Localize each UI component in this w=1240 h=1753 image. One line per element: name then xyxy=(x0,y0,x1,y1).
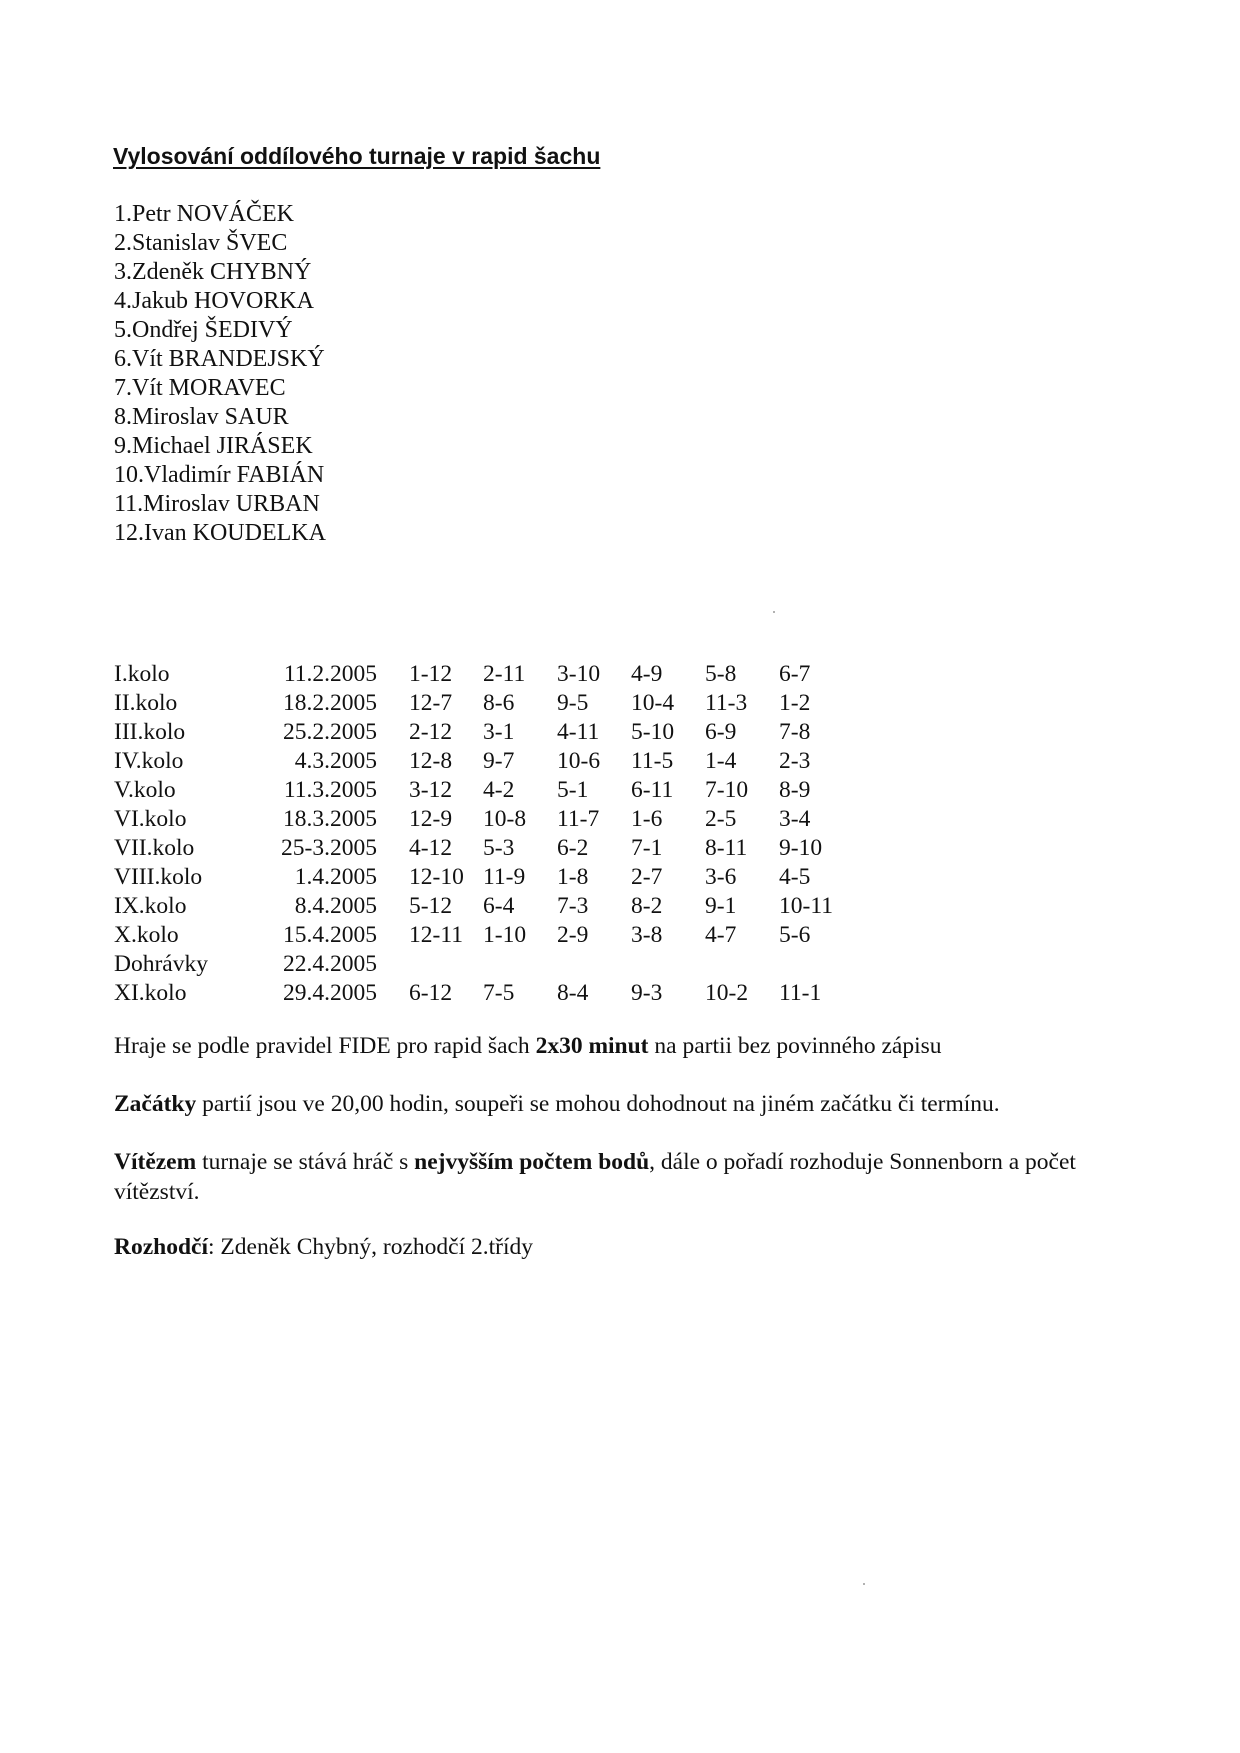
pairing-cell: 9-5 xyxy=(557,690,589,716)
player-item: 3.Zdeněk CHYBNÝ xyxy=(114,259,312,285)
round-date: 25.2.2005 xyxy=(283,719,377,745)
pairing-cell: 12-11 xyxy=(409,922,463,948)
round-name: X.kolo xyxy=(114,922,179,948)
round-date: 15.4.2005 xyxy=(283,922,377,948)
pairing-cell: 7-8 xyxy=(779,719,811,745)
pairing-cell: 8-4 xyxy=(557,980,589,1006)
pairing-cell: 8-9 xyxy=(779,777,811,803)
pairing-cell: 5-12 xyxy=(409,893,453,919)
player-item: 11.Miroslav URBAN xyxy=(114,491,320,517)
pairing-cell: 7-5 xyxy=(483,980,515,1006)
pairing-cell: 12-9 xyxy=(409,806,453,832)
pairing-cell: 9-3 xyxy=(631,980,663,1006)
arbiter-label: Rozhodčí xyxy=(114,1234,208,1260)
round-date: 1.4.2005 xyxy=(294,864,377,890)
winner-label: Vítězem xyxy=(114,1149,197,1175)
pairing-cell xyxy=(557,950,631,979)
schedule-row xyxy=(114,776,853,805)
pairing-cell: 2-11 xyxy=(483,661,526,687)
rules-paragraph-format xyxy=(114,1031,1114,1061)
player-item: 5.Ondřej ŠEDIVÝ xyxy=(114,317,293,343)
document-title: Vylosování oddílového turnaje v rapid šachu xyxy=(113,143,601,169)
schedule-row xyxy=(114,805,853,834)
round-name: VIII.kolo xyxy=(114,864,203,890)
pairing-cell: 12-7 xyxy=(409,690,453,716)
pairing-cell: 4-12 xyxy=(409,835,453,861)
player-item: 2.Stanislav ŠVEC xyxy=(114,230,288,256)
pairing-cell: 4-5 xyxy=(779,864,811,890)
format-time-control: 2x30 minut xyxy=(535,1033,649,1059)
player-item: 6.Vít BRANDEJSKÝ xyxy=(114,346,325,372)
round-date: 11.3.2005 xyxy=(283,777,377,803)
pairing-cell: 9-7 xyxy=(483,748,515,774)
pairing-cell: 3-4 xyxy=(779,806,811,832)
pairing-cell xyxy=(483,950,557,979)
pairing-cell: 1-2 xyxy=(779,690,811,716)
pairing-cell: 6-7 xyxy=(779,661,811,687)
schedule-row xyxy=(114,660,853,689)
round-name: VII.kolo xyxy=(114,835,195,861)
format-text: Hraje se podle pravidel FIDE pro rapid šach xyxy=(114,1033,536,1059)
schedule-body xyxy=(114,660,853,1008)
pairing-cell: 4-7 xyxy=(705,922,737,948)
pairing-cell xyxy=(409,950,483,979)
schedule-row xyxy=(114,747,853,776)
pairing-cell: 2-7 xyxy=(631,864,663,890)
round-name: Dohrávky xyxy=(114,951,208,977)
round-date: 18.3.2005 xyxy=(283,806,377,832)
pairing-cell: 9-10 xyxy=(779,835,823,861)
schedule-row xyxy=(114,921,853,950)
pairing-cell: 3-12 xyxy=(409,777,453,803)
pairing-cell: 5-1 xyxy=(557,777,589,803)
pairing-cell: 11-1 xyxy=(779,980,822,1006)
player-item: 12.Ivan KOUDELKA xyxy=(114,520,326,546)
round-date: 18.2.2005 xyxy=(283,690,377,716)
round-name: XI.kolo xyxy=(114,980,187,1006)
round-name: V.kolo xyxy=(114,777,176,803)
pairing-cell: 5-3 xyxy=(483,835,515,861)
pairing-cell: 8-11 xyxy=(705,835,748,861)
pairing-cell: 7-10 xyxy=(705,777,749,803)
pairing-cell: 10-4 xyxy=(631,690,675,716)
pairing-cell: 12-10 xyxy=(409,864,464,890)
player-item: 1.Petr NOVÁČEK xyxy=(114,201,294,227)
pairing-cell: 7-3 xyxy=(557,893,589,919)
pairing-cell: 4-11 xyxy=(557,719,600,745)
round-name: I.kolo xyxy=(114,661,170,687)
pairing-cell: 11-3 xyxy=(705,690,748,716)
arbiter-text: : Zdeněk Chybný, rozhodčí 2.třídy xyxy=(208,1234,534,1260)
winner-text-end: , dále o pořadí rozhoduje Sonnenborn a počet vítězství. xyxy=(114,1149,1076,1205)
scan-speck xyxy=(773,611,775,613)
pairing-cell: 10-8 xyxy=(483,806,527,832)
pairing-cell: 2-12 xyxy=(409,719,453,745)
schedule-table xyxy=(114,660,853,1008)
pairing-cell: 6-9 xyxy=(705,719,737,745)
pairing-cell xyxy=(631,950,705,979)
format-text-end: na partii bez povinného zápisu xyxy=(648,1033,942,1059)
player-item: 8.Miroslav SAUR xyxy=(114,404,289,430)
player-item: 4.Jakub HOVORKA xyxy=(114,288,314,314)
pairing-cell: 1-4 xyxy=(705,748,737,774)
pairing-cell: 6-4 xyxy=(483,893,515,919)
round-date: 29.4.2005 xyxy=(283,980,377,1006)
player-item: 7.Vít MORAVEC xyxy=(114,375,286,401)
pairing-cell: 1-12 xyxy=(409,661,453,687)
pairing-cell: 2-5 xyxy=(705,806,737,832)
pairing-cell: 1-8 xyxy=(557,864,589,890)
round-date: 22.4.2005 xyxy=(283,951,377,977)
round-name: IX.kolo xyxy=(114,893,187,919)
pairing-cell xyxy=(779,950,853,979)
pairing-cell: 10-6 xyxy=(557,748,601,774)
pairing-cell: 3-8 xyxy=(631,922,663,948)
pairing-cell: 5-10 xyxy=(631,719,675,745)
start-label: Začátky xyxy=(114,1091,197,1117)
pairing-cell: 1-6 xyxy=(631,806,663,832)
pairing-cell: 12-8 xyxy=(409,748,453,774)
pairing-cell: 2-3 xyxy=(779,748,811,774)
pairing-cell xyxy=(705,950,779,979)
player-item: 10.Vladimír FABIÁN xyxy=(114,462,325,488)
player-item: 9.Michael JIRÁSEK xyxy=(114,433,313,459)
pairing-cell: 11-5 xyxy=(631,748,674,774)
pairing-cell: 6-2 xyxy=(557,835,589,861)
pairing-cell: 6-12 xyxy=(409,980,453,1006)
round-date: 25-3.2005 xyxy=(281,835,377,861)
pairing-cell: 10-2 xyxy=(705,980,749,1006)
scan-speck xyxy=(863,1583,865,1585)
pairing-cell: 6-11 xyxy=(631,777,674,803)
pairing-cell: 11-7 xyxy=(557,806,600,832)
pairing-cell: 7-1 xyxy=(631,835,663,861)
round-name: II.kolo xyxy=(114,690,178,716)
winner-text: turnaje se stává hráč s xyxy=(196,1149,415,1175)
round-name: VI.kolo xyxy=(114,806,187,832)
pairing-cell: 9-1 xyxy=(705,893,737,919)
pairing-cell: 3-1 xyxy=(483,719,515,745)
pairing-cell: 5-6 xyxy=(779,922,811,948)
pairing-cell: 2-9 xyxy=(557,922,589,948)
schedule-row xyxy=(114,689,853,718)
pairing-cell: 3-6 xyxy=(705,864,737,890)
pairing-cell: 5-8 xyxy=(705,661,737,687)
schedule-row xyxy=(114,863,853,892)
pairing-cell: 11-9 xyxy=(483,864,526,890)
pairing-cell: 8-2 xyxy=(631,893,663,919)
schedule-row xyxy=(114,950,853,979)
winner-criterion: nejvyšším počtem bodů xyxy=(414,1149,650,1175)
rules-paragraph-start xyxy=(114,1089,1114,1119)
schedule-row xyxy=(114,834,853,863)
rules-paragraph-arbiter xyxy=(114,1232,1114,1262)
schedule-row xyxy=(114,979,853,1008)
player-list xyxy=(114,200,326,548)
rules-paragraph-winner xyxy=(114,1147,1114,1207)
pairing-cell: 4-2 xyxy=(483,777,515,803)
start-text: partií jsou ve 20,00 hodin, soupeři se mohou dohodnout na jiném začátku či termínu. xyxy=(196,1091,1000,1117)
pairing-cell: 4-9 xyxy=(631,661,663,687)
pairing-cell: 3-10 xyxy=(557,661,601,687)
round-date: 11.2.2005 xyxy=(283,661,377,687)
pairing-cell: 10-11 xyxy=(779,893,833,919)
round-date: 8.4.2005 xyxy=(294,893,377,919)
round-name: III.kolo xyxy=(114,719,186,745)
schedule-row xyxy=(114,892,853,921)
round-date: 4.3.2005 xyxy=(294,748,377,774)
pairing-cell: 8-6 xyxy=(483,690,515,716)
round-name: IV.kolo xyxy=(114,748,184,774)
schedule-row xyxy=(114,718,853,747)
pairing-cell: 1-10 xyxy=(483,922,527,948)
